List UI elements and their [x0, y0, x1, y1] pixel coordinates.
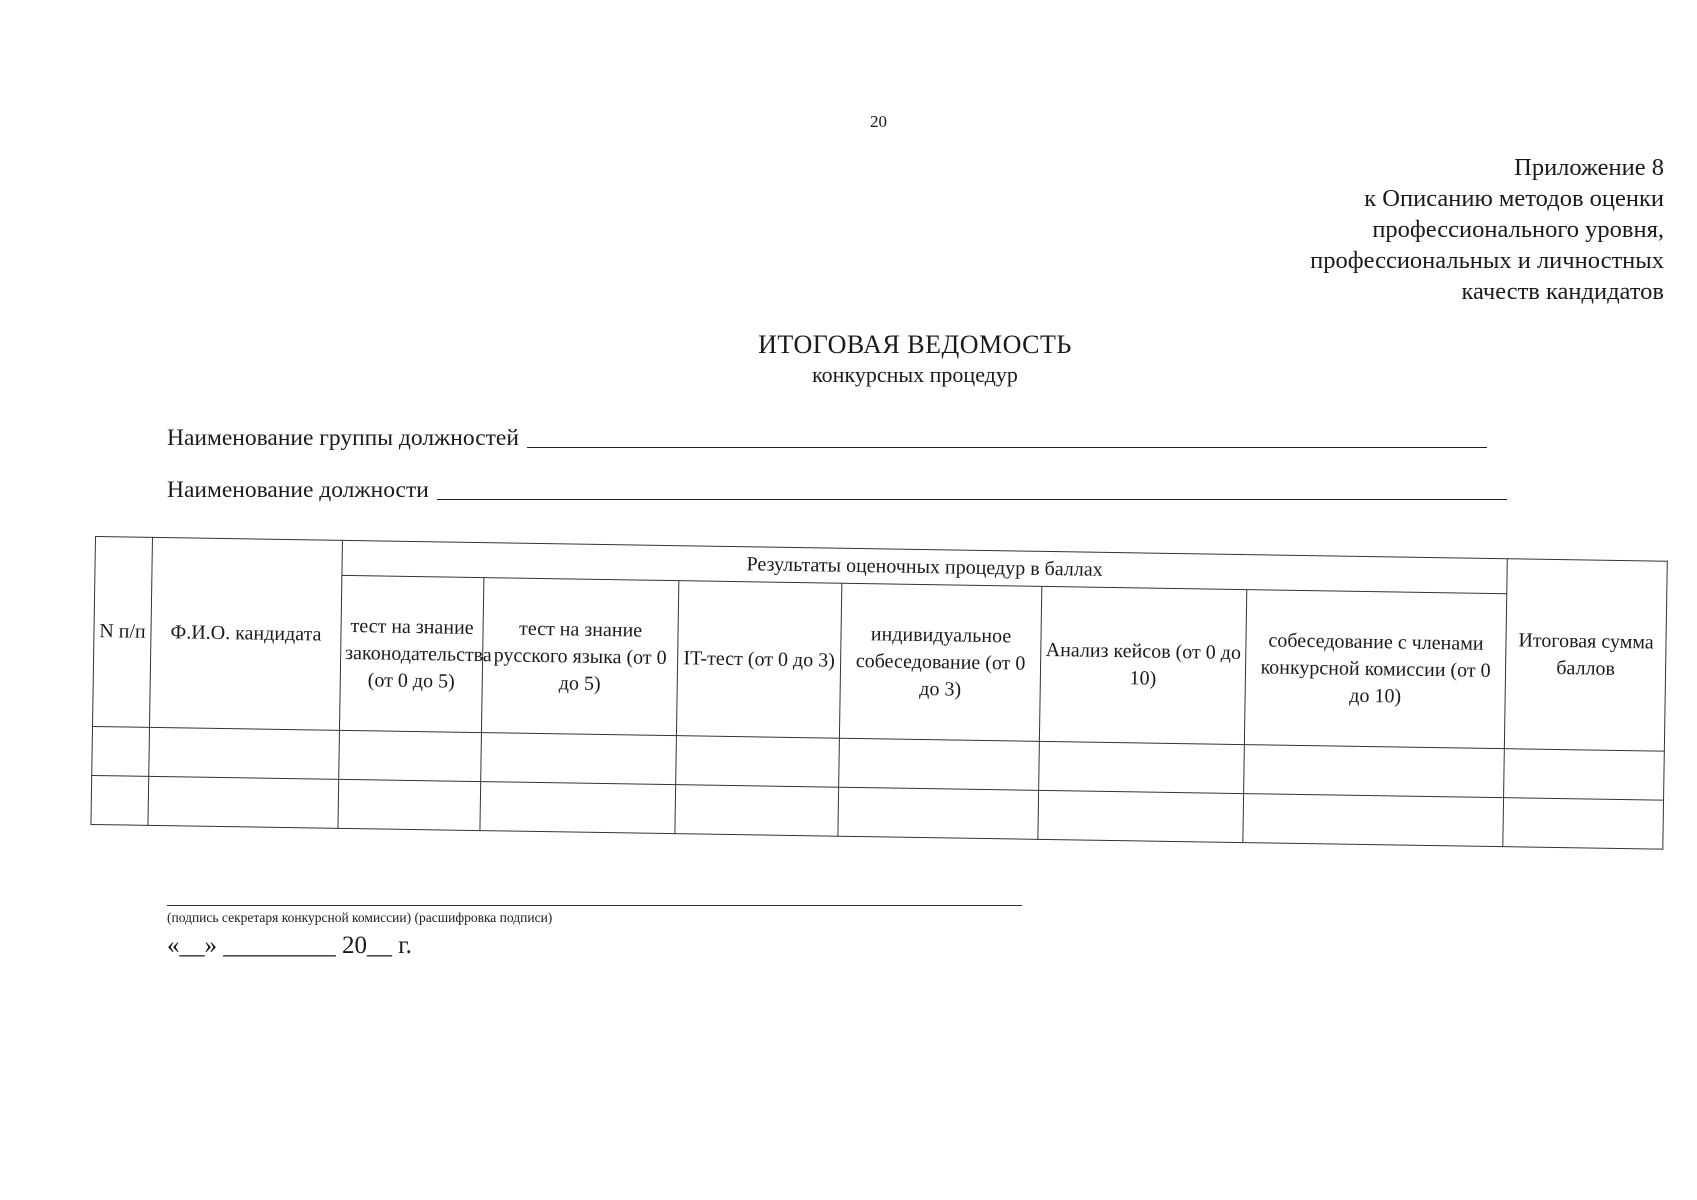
table-cell[interactable]	[1503, 798, 1664, 850]
table-cell[interactable]	[92, 726, 150, 776]
position-field	[167, 477, 1507, 504]
table-cell[interactable]	[839, 738, 1040, 790]
column-header-candidate-name: Ф.И.О. кандидата	[150, 537, 343, 730]
results-table	[90, 536, 1667, 850]
table-cell[interactable]	[480, 782, 676, 834]
appendix-line: профессионального уровня,	[1372, 216, 1664, 243]
title-block	[620, 330, 1210, 390]
appendix-line: Приложение 8	[1514, 154, 1664, 181]
appendix-line: качеств кандидатов	[1461, 278, 1664, 305]
position-label: Наименование должности	[167, 477, 429, 503]
document-title: ИТОГОВАЯ ВЕДОМОСТЬ	[758, 330, 1072, 359]
secretary-signature-caption: (подпись секретаря конкурсной комиссии) (расшифровка подписи)	[167, 905, 1022, 926]
table-cell[interactable]	[148, 776, 339, 828]
table-cell[interactable]	[481, 733, 677, 785]
column-header-commission-interview: собеседование с членами конкурсной комиссии (от 0 до 10)	[1244, 590, 1506, 749]
column-header-number: N п/п	[93, 537, 153, 728]
column-header-legislation-test: тест на знание законодательства (от 0 до 5)	[339, 575, 483, 732]
table-cell[interactable]	[675, 785, 839, 837]
appendix-line: к Описанию методов оценки	[1364, 185, 1664, 212]
results-table-wrapper	[90, 536, 1666, 850]
table-cell[interactable]	[1243, 794, 1504, 847]
appendix-reference	[1144, 152, 1664, 307]
document-subtitle: конкурсных процедур	[812, 362, 1018, 387]
column-header-case-analysis: Анализ кейсов (от 0 до 10)	[1039, 586, 1246, 744]
table-cell[interactable]	[91, 775, 149, 825]
position-group-label: Наименование группы должностей	[167, 425, 519, 451]
table-cell[interactable]	[676, 736, 840, 788]
date-line: «__» _________ 20__ г.	[167, 932, 412, 959]
table-cell[interactable]	[1039, 741, 1245, 793]
table-cell[interactable]	[838, 787, 1039, 839]
column-header-total-score: Итоговая сумма баллов	[1504, 559, 1667, 751]
page-number: 20	[870, 112, 887, 131]
table-cell[interactable]	[338, 779, 481, 830]
position-group-blank-line[interactable]	[527, 446, 1487, 448]
appendix-line: профессиональных и личностных	[1310, 247, 1664, 274]
table-cell[interactable]	[1504, 749, 1665, 801]
table-cell[interactable]	[339, 730, 482, 781]
table-cell[interactable]	[149, 727, 340, 779]
table-cell[interactable]	[1038, 790, 1244, 842]
column-header-individual-interview: индивидуальное собеседование (от 0 до 3)	[839, 583, 1041, 741]
column-header-it-test: IT-тест (от 0 до 3)	[676, 581, 841, 739]
column-header-russian-language-test: тест на знание русского языка (от 0 до 5)	[481, 578, 678, 736]
column-header-results-group: Результаты оценочных процедур в баллах	[342, 540, 1507, 593]
position-group-field	[167, 425, 1487, 452]
position-blank-line[interactable]	[437, 498, 1507, 500]
table-cell[interactable]	[1244, 745, 1505, 798]
